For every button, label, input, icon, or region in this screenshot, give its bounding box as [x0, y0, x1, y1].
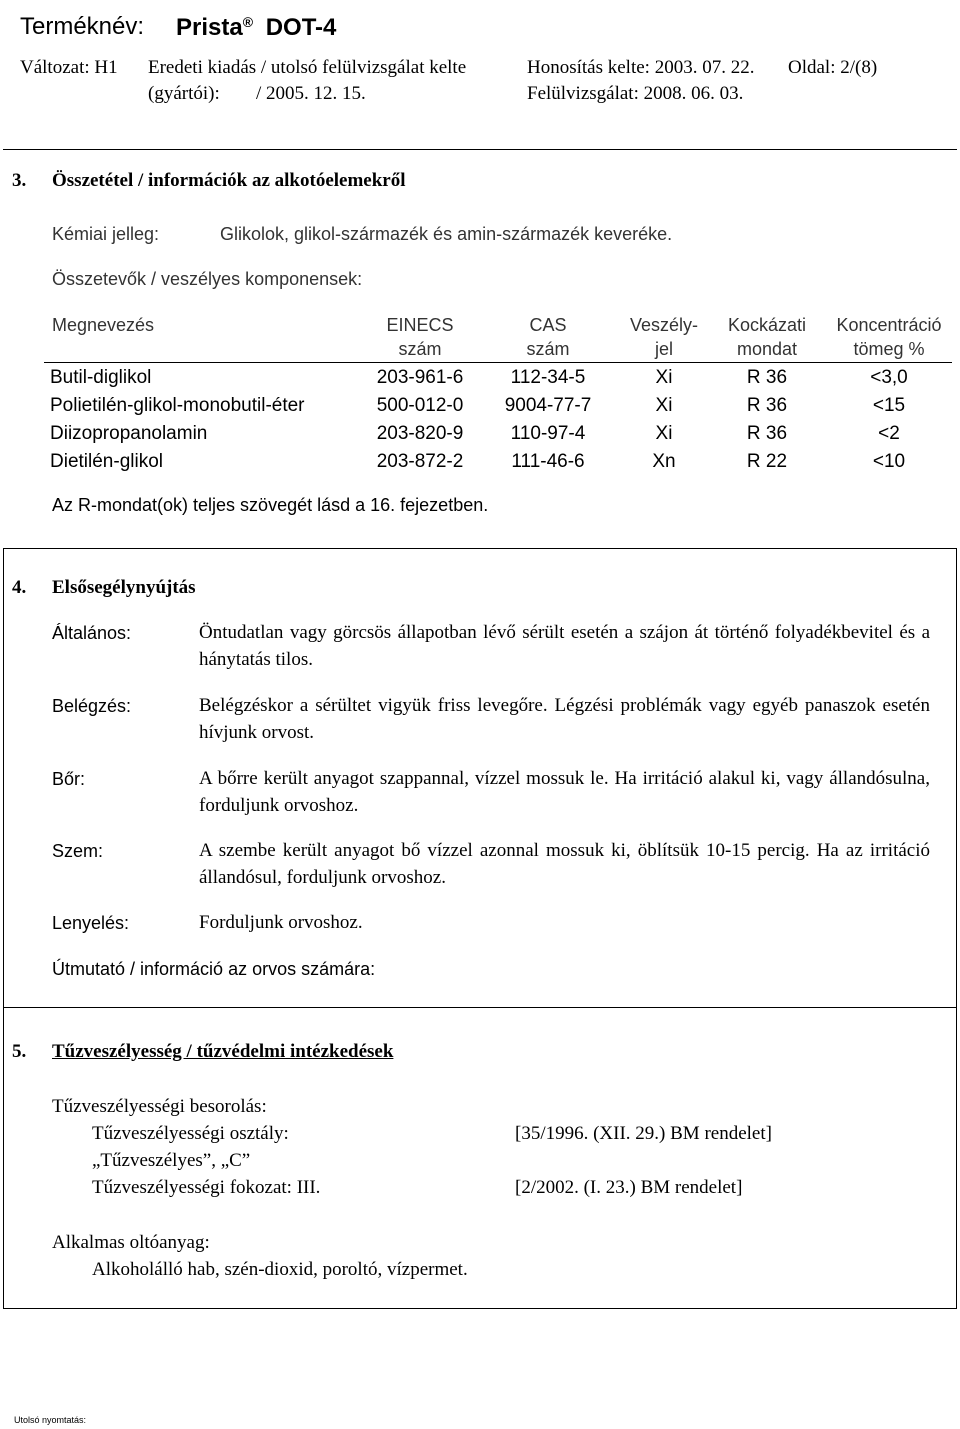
col-header-hazard-symbol — [614, 316, 714, 358]
cell-einecs: 203-961-6 — [376, 367, 464, 388]
col-header-name: Megnevezés — [52, 315, 155, 335]
fire-grade-ref: [2/2002. (I. 23.) BM rendelet] — [515, 1177, 743, 1198]
fire-class-label: Tűzveszélyességi osztály: — [92, 1123, 289, 1144]
cell-risk: R 36 — [746, 395, 788, 416]
col-header-risk-line1: Kockázati — [727, 315, 807, 335]
product-code: DOT-4 — [265, 14, 337, 41]
product-name-text: Prista — [176, 14, 243, 41]
first-aid-text-general: Öntudatlan vagy görcsös állapotban lévő sérült esetén a szájon át történő folyadékbevitel és a hánytatás tilos. — [199, 622, 930, 670]
cell-einecs: 500-012-0 — [376, 395, 464, 416]
first-aid-label-general: Általános: — [52, 623, 132, 643]
first-aid-text-inhalation: Belégzéskor a sérültet vigyük friss levegőre. Légzési problémák vagy egyéb panaszok esetén hívjunk orvost. — [199, 695, 930, 743]
first-aid-text-eye: A szembe került anyagot bő vízzel azonnal mossuk ki, öblítsük 10-15 percig. Ha az irritáció állandósul, forduljunk orvoshoz. — [199, 840, 930, 888]
cell-cas: 112-34-5 — [510, 367, 586, 388]
fire-classification-label: Tűzveszélyességi besorolás: — [52, 1096, 267, 1117]
col-header-einecs-line1: EINECS — [386, 315, 454, 335]
first-aid-text-ingestion: Forduljunk orvoshoz. — [199, 912, 363, 933]
col-header-cas — [490, 316, 606, 358]
col-header-risk-line2: mondat — [736, 339, 798, 359]
cell-einecs: 203-820-9 — [376, 423, 464, 444]
fire-class-ref: [35/1996. (XII. 29.) BM rendelet] — [515, 1123, 772, 1144]
first-aid-label-ingestion: Lenyelés: — [52, 913, 130, 933]
fire-grade-label: Tűzveszélyességi fokozat: III. — [92, 1177, 321, 1198]
chem-value: Glikolok, glikol-származék és amin-származék keveréke. — [220, 224, 673, 244]
extinguisher-value: Alkoholálló hab, szén-dioxid, poroltó, vízpermet. — [92, 1259, 468, 1280]
section4-title: Elsősegélynyújtás — [52, 577, 196, 598]
page-number: Oldal: 2/(8) — [788, 57, 878, 78]
cell-cas: 110-97-4 — [510, 423, 586, 444]
cell-hazard: Xi — [655, 395, 673, 416]
col-header-hazard-line2: jel — [654, 339, 673, 359]
first-aid-label-skin: Bőr: — [52, 769, 86, 789]
section3-title: Összetétel / információk az alkotóelemekről — [52, 170, 406, 191]
product-label: Terméknév: — [20, 13, 145, 40]
version-label: Változat: H1 — [20, 57, 118, 78]
first-aid-label-eye: Szem: — [52, 841, 104, 861]
section5-title: Tűzveszélyesség / tűzvédelmi intézkedések — [52, 1041, 394, 1062]
cell-concentration: <2 — [878, 423, 900, 444]
col-header-cas-line2: szám — [526, 339, 570, 359]
cell-risk: R 36 — [746, 367, 788, 388]
cell-cas: 9004-77-7 — [504, 395, 592, 416]
doctor-note: Útmutató / információ az orvos számára: — [52, 959, 376, 979]
col-header-cas-line1: CAS — [529, 315, 567, 335]
cell-name: Diizopropanolamin — [50, 423, 208, 444]
cell-name: Dietilén-glikol — [50, 451, 163, 472]
extinguisher-label: Alkalmas oltóanyag: — [52, 1232, 210, 1253]
chem-label: Kémiai jelleg: — [52, 224, 160, 244]
harmonization-date: Honosítás kelte: 2003. 07. 22. — [527, 57, 755, 78]
cell-concentration: <15 — [872, 395, 906, 416]
section3-number: 3. — [12, 170, 27, 191]
fire-class-value: „Tűzveszélyes”, „C” — [92, 1150, 251, 1171]
col-header-concentration — [826, 316, 952, 358]
section5-number: 5. — [12, 1041, 27, 1062]
revision-date: Felülvizsgálat: 2008. 06. 03. — [527, 83, 744, 104]
cell-risk: R 36 — [746, 423, 788, 444]
col-header-hazard-line1: Veszély- — [629, 315, 699, 335]
cell-hazard: Xn — [652, 451, 676, 472]
col-header-einecs — [362, 316, 478, 358]
cell-name: Polietilén-glikol-monobutil-éter — [50, 395, 305, 416]
registered-mark: ® — [242, 14, 254, 30]
cell-concentration: <10 — [872, 451, 906, 472]
first-aid-text-skin: A bőrre került anyagot szappannal, vízzel mossuk le. Ha irritáció alakul ki, vagy állandósulna, forduljunk orvoshoz. — [199, 768, 930, 816]
cell-concentration: <3,0 — [870, 367, 908, 388]
cell-risk: R 22 — [746, 451, 788, 472]
cell-hazard: Xi — [655, 367, 673, 388]
col-header-conc-line2: tömeg % — [853, 339, 925, 359]
issue-date: / 2005. 12. 15. — [256, 83, 366, 104]
footer-last-printed: Utolsó nyomtatás: — [14, 1415, 87, 1425]
col-header-einecs-line2: szám — [398, 339, 442, 359]
first-aid-label-inhalation: Belégzés: — [52, 696, 132, 716]
issue-label-2: (gyártói): — [148, 83, 220, 104]
r-phrase-note: Az R-mondat(ok) teljes szövegét lásd a 16. fejezetben. — [52, 495, 489, 515]
section3-top-rule — [3, 149, 957, 150]
issue-label-1: Eredeti kiadás / utolsó felülvizsgálat kelte — [148, 57, 467, 78]
cell-hazard: Xi — [655, 423, 673, 444]
cell-einecs: 203-872-2 — [376, 451, 464, 472]
cell-cas: 111-46-6 — [511, 451, 585, 472]
col-header-risk-phrase — [712, 316, 822, 358]
section4-number: 4. — [12, 577, 27, 598]
cell-name: Butil-diglikol — [50, 367, 152, 388]
product-name — [176, 15, 336, 40]
col-header-conc-line1: Koncentráció — [836, 315, 942, 335]
components-label: Összetevők / veszélyes komponensek: — [52, 269, 363, 289]
table-header-rule — [44, 362, 952, 363]
